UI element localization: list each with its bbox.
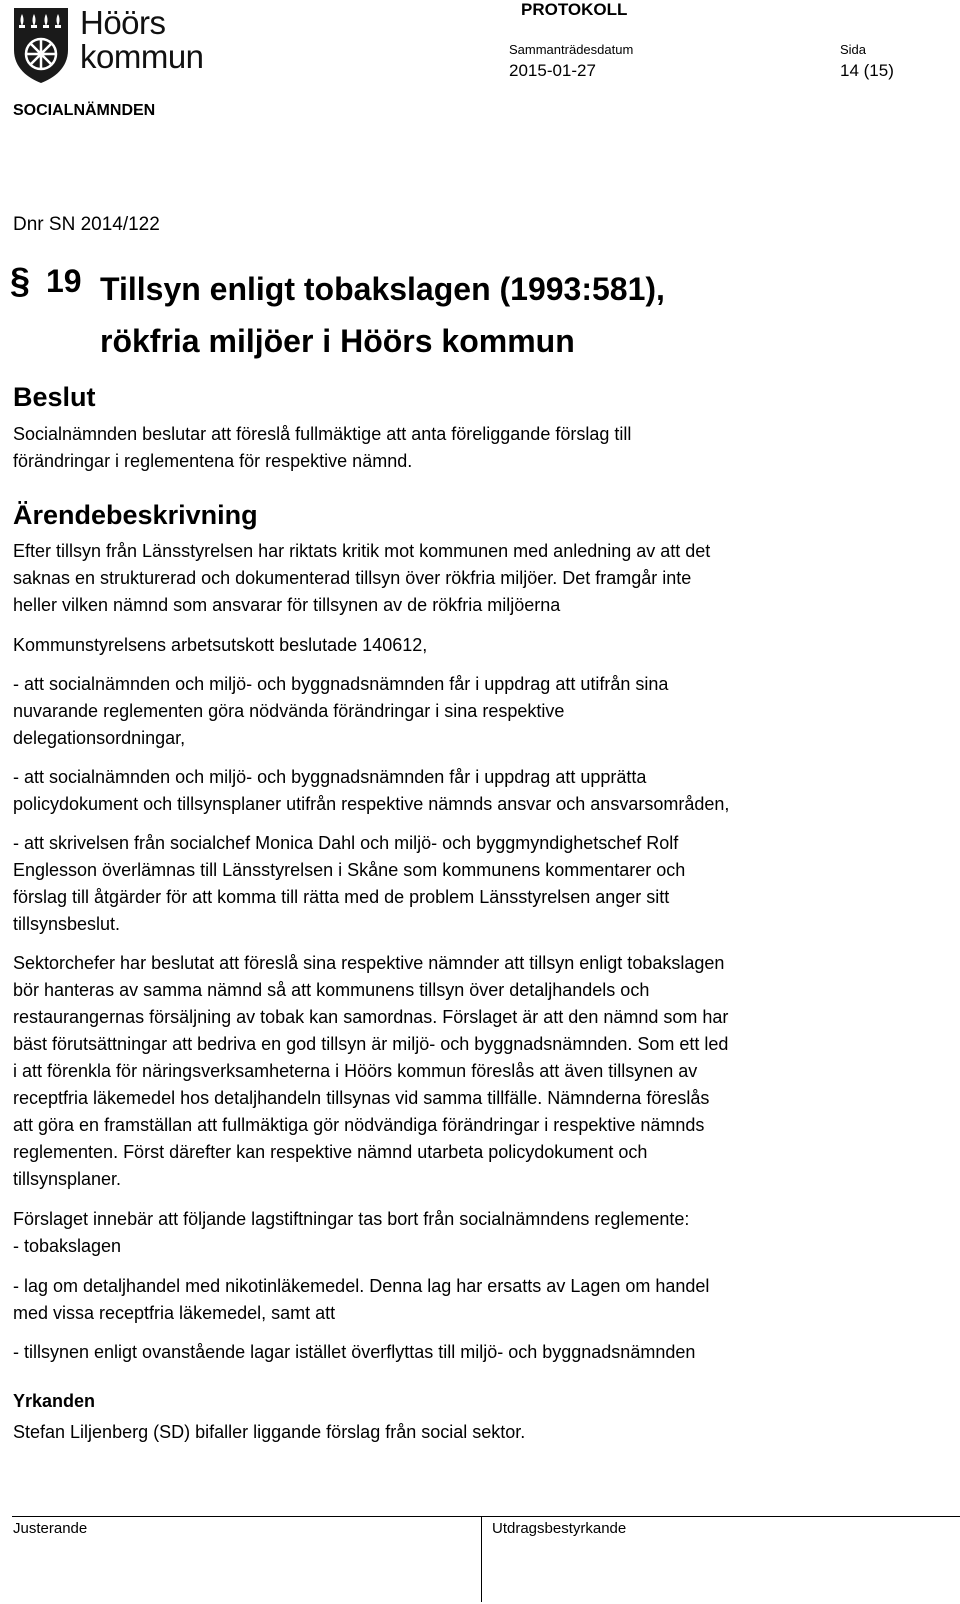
text-line: delegationsordningar,	[13, 728, 186, 748]
page-number: 14 (15)	[840, 61, 894, 80]
text-line: Socialnämnden beslutar att föreslå fullmäktige att anta föreliggande förslag till	[13, 424, 632, 444]
yrkanden-heading: Yrkanden	[13, 1391, 96, 1411]
text-line: tillsynsbeslut.	[13, 914, 121, 934]
document-type: PROTOKOLL	[521, 0, 628, 19]
text-line: förslag till åtgärder för att komma till rätta med de problem Länsstyrelsen anger sitt	[13, 887, 670, 907]
section-number: 19	[46, 263, 82, 299]
arende-paragraph	[13, 830, 873, 938]
text-line: - att socialnämnden och miljö- och byggnadsnämnden får i uppdrag att upprätta	[13, 767, 647, 787]
meeting-date: 2015-01-27	[509, 61, 596, 80]
text-line: reglementen. Först därefter kan respektive nämnd utarbeta policydokument och	[13, 1142, 648, 1162]
text-line: i att förenkla för näringsverksamheterna i Höörs kommun föreslås att även tillsynen av	[13, 1061, 698, 1081]
footer-divider	[12, 1516, 960, 1517]
text-line: Englesson överlämnas till Länsstyrelsen i Skåne som kommunens kommentarer och	[13, 860, 686, 880]
footer-justerande-label: Justerande	[13, 1520, 88, 1537]
text-line: restaurangernas försäljning av tobak kan samordnas. Förslaget är att den nämnd som har	[13, 1007, 729, 1027]
text-line: bör hanteras av samma nämnd så att kommunens tillsyn över detaljhandels och	[13, 980, 650, 1000]
municipality-logo	[12, 6, 222, 86]
text-line: Sektorchefer har beslutat att föreslå sina respektive nämnder att tillsyn enligt tobakslagen	[13, 953, 725, 973]
beslut-text	[13, 421, 873, 475]
beslut-heading: Beslut	[13, 382, 96, 412]
text-line: - tillsynen enligt ovanstående lagar istället överflyttas till miljö- och byggnadsnämnden	[13, 1342, 696, 1362]
page-title	[100, 263, 940, 367]
text-line: Efter tillsyn från Länsstyrelsen har riktats kritik mot kommunen med anledning av att det	[13, 541, 711, 561]
text-line: tillsynsplaner.	[13, 1169, 122, 1189]
logo-text-line2: kommun	[80, 38, 204, 75]
text-line: nuvarande reglementen göra nödvända förändringar i sina respektive	[13, 701, 565, 721]
text-line: - lag om detaljhandel med nikotinläkemedel. Denna lag har ersatts av Lagen om handel	[13, 1276, 710, 1296]
arende-paragraph	[13, 764, 873, 818]
footer-column-divider	[481, 1516, 482, 1602]
text-line: Kommunstyrelsens arbetsutskott beslutade 140612,	[13, 635, 428, 655]
board-name: SOCIALNÄMNDEN	[13, 102, 156, 119]
text-line: heller vilken nämnd som ansvarar för tillsynen av de rökfria miljöerna	[13, 595, 561, 615]
text-line: förändringar i reglementena för respektive nämnd.	[13, 451, 413, 471]
arende-paragraph	[13, 632, 873, 659]
text-line: att göra en framställan att fullmäktiga gör nödvändiga förändringar i respektive nämnds	[13, 1115, 705, 1135]
case-number: Dnr SN 2014/122	[13, 214, 160, 235]
arende-paragraph	[13, 1273, 873, 1327]
text-line: policydokument och tillsynsplaner utifrån respektive nämnds ansvar och ansvarsområden,	[13, 794, 730, 814]
text-line: bäst förutsättningar att bedriva en god tillsyn är miljö- och byggnadsnämnden. Som ett led	[13, 1034, 729, 1054]
text-line: Stefan Liljenberg (SD) bifaller liggande förslag från social sektor.	[13, 1422, 526, 1442]
title-line: rökfria miljöer i Höörs kommun	[100, 323, 575, 359]
footer-utdragsbestyrkande-label: Utdragsbestyrkande	[492, 1520, 627, 1537]
text-line: - att socialnämnden och miljö- och byggnadsnämnden får i uppdrag att utifrån sina	[13, 674, 669, 694]
arende-paragraph	[13, 671, 873, 752]
text-line: Förslaget innebär att följande lagstiftningar tas bort från socialnämndens reglemente:	[13, 1209, 690, 1229]
title-line: Tillsyn enligt tobakslagen (1993:581),	[100, 271, 665, 307]
logo-text-line1: Höörs	[80, 4, 166, 41]
yrkanden-text	[13, 1419, 873, 1446]
coat-of-arms-icon	[12, 6, 70, 84]
text-line: receptfria läkemedel hos detaljhandeln tillsynas vid samma tillfälle. Nämnderna föreslås	[13, 1088, 710, 1108]
arende-paragraph	[13, 950, 873, 1193]
arende-paragraph	[13, 1206, 873, 1260]
arende-paragraph	[13, 538, 873, 619]
logo-wordmark	[80, 6, 204, 74]
arende-heading: Ärendebeskrivning	[13, 500, 258, 530]
text-line: med vissa receptfria läkemedel, samt att	[13, 1303, 336, 1323]
date-label: Sammanträdesdatum	[509, 42, 634, 57]
section-sign: §	[10, 260, 31, 301]
arende-paragraph	[13, 1339, 873, 1366]
page-label: Sida	[840, 42, 867, 57]
text-line: saknas en strukturerad och dokumenterad tillsyn över rökfria miljöer. Det framgår inte	[13, 568, 692, 588]
text-line: - att skrivelsen från socialchef Monica Dahl och miljö- och byggmyndighetschef Rolf	[13, 833, 679, 853]
text-line: - tobakslagen	[13, 1236, 122, 1256]
